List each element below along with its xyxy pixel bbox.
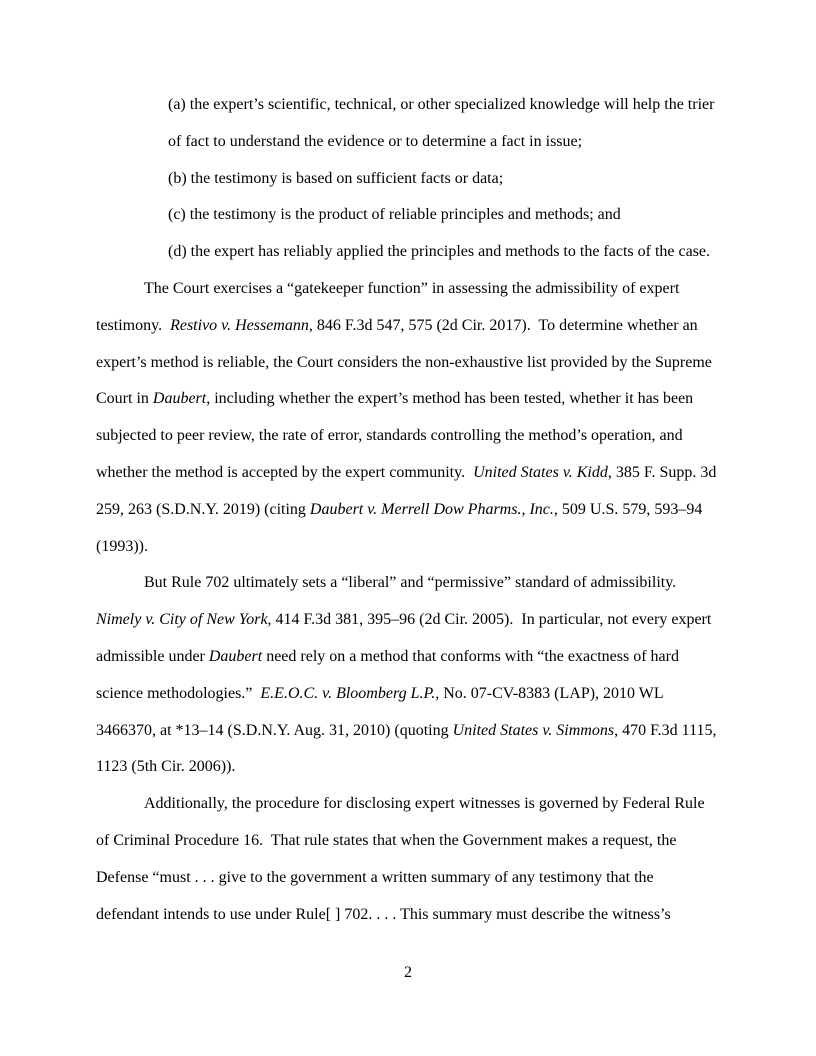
case-citation: United States v. Kidd xyxy=(473,463,608,481)
text-run: , No. 07-CV-8383 (LAP), 2010 WL 3466370, at *13–14 (S.D.N.Y. Aug. 31, 2010) (quoting xyxy=(96,684,668,739)
text-run: Additionally, the procedure for disclosing expert witnesses is governed by Federal Rule of Criminal Procedure 16. That rule states that when the Government makes a request, the Defense “must . . . give to the government a written summary of any testimony that the defendant intends to use under Rule[ ] 702. . . . This summary must describe the witness’s xyxy=(96,795,709,923)
text-run: The Court exercises a “gatekeeper function” in assessing the admissibility of expert testimony. xyxy=(96,279,684,334)
blockquote-item: (b) the testimony is based on sufficient facts or data; xyxy=(168,169,504,187)
text-run: , including whether the expert’s method has been tested, whether it has been subjected to peer review, the rate of error, standards controlling the method’s operation, and whether the method is accepted by the expert community. xyxy=(96,390,698,481)
blockquote-item: (a) the expert’s scientific, technical, or other specialized knowledge will help the trier of fact to understand the evidence or to determine a fact in issue; xyxy=(168,96,719,150)
body-paragraph xyxy=(96,565,720,786)
case-citation: E.E.O.C. v. Bloomberg L.P. xyxy=(260,684,436,702)
case-citation: United States v. Simmons xyxy=(452,721,615,739)
text-run: , 385 F. Supp. 3d 259, 263 (S.D.N.Y. 2019) (citing xyxy=(96,463,721,518)
text-run: , 414 F.3d 381, 395–96 (2d Cir. 2005). In particular, not every expert admissible under xyxy=(96,611,716,665)
text-run: , 846 F.3d 547, 575 (2d Cir. 2017). To determine whether an expert’s method is reliable, the Court considers the non-exhaustive list provided by the Supreme Court in xyxy=(96,316,716,408)
blockquote-item: (d) the expert has reliably applied the principles and methods to the facts of the case. xyxy=(168,243,711,261)
case-citation: Daubert xyxy=(152,390,207,408)
page-number: 2 xyxy=(404,964,412,981)
legal-blockquote xyxy=(168,87,720,271)
case-citation: Daubert xyxy=(208,647,263,665)
body-paragraph xyxy=(96,786,720,933)
case-citation: Restivo v. Hessemann xyxy=(170,316,309,334)
text-run: , 470 F.3d 1115, 1123 (5th Cir. 2006)). xyxy=(96,721,721,776)
body-paragraphs xyxy=(96,271,720,933)
page-footer xyxy=(0,964,816,982)
text-run: But Rule 702 ultimately sets a “liberal” and “permissive” standard of admissibility. xyxy=(144,574,685,592)
text-run: , 509 U.S. 579, 593–94 (1993)). xyxy=(96,500,707,555)
case-citation: Nimely v. City of New York xyxy=(96,611,268,629)
case-citation: Daubert v. Merrell Dow Pharms., Inc. xyxy=(309,500,554,518)
body-paragraph xyxy=(96,271,720,565)
text-run: need rely on a method that conforms with “the exactness of hard science methodologies.” xyxy=(96,647,683,702)
blockquote-item: (c) the testimony is the product of reliable principles and methods; and xyxy=(168,206,621,224)
